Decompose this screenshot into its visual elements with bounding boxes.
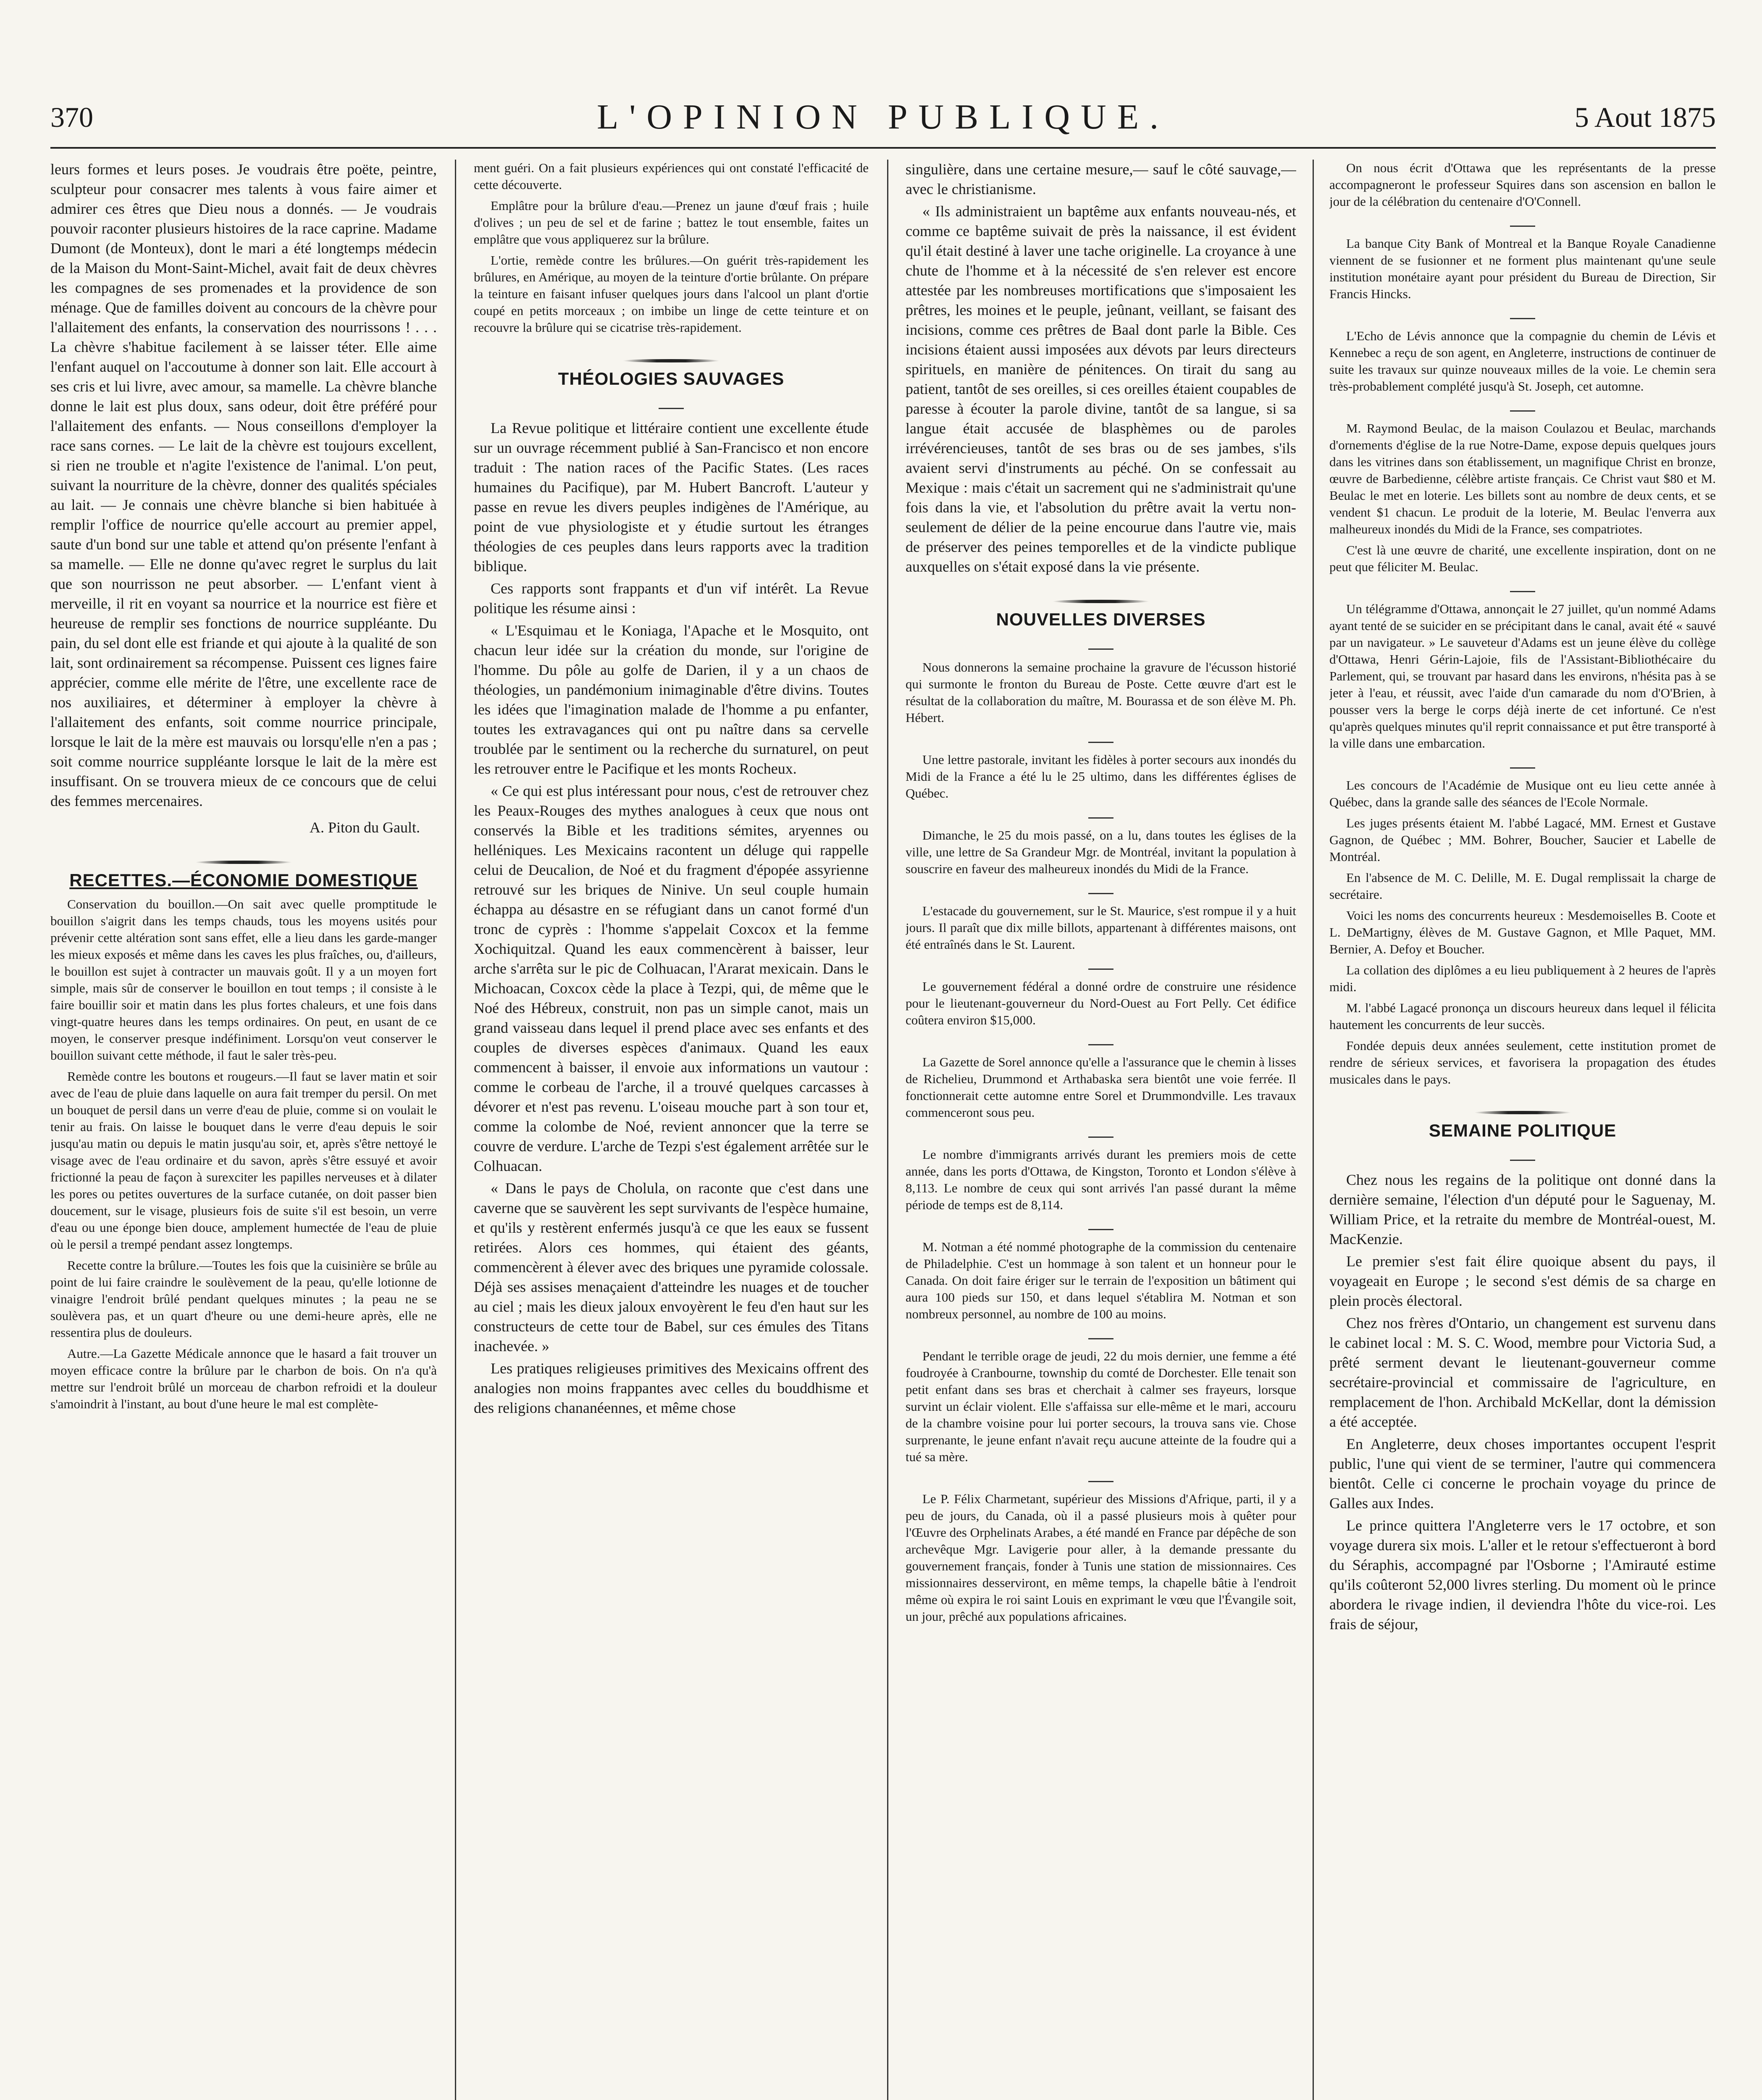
article-paragraph: Conservation du bouillon.—On sait avec quelle promptitude le bouillon s'aigrit dans les temps chauds, tous les moyens usités pour prévenir cette altération sont sans effet, elle a lieu dans les garde-manger les mieux exposés et même dans les caves les plus fraîches, ou, d'ailleurs, le bouillon est sujet à contracter un mauvais goût. Il y a un moyen fort simple, mais sûr de conserver le bouillon en tout temps ; il consiste à le faire bouillir soir et matin dans les plus fortes chaleurs, et une fois dans vingt-quatre heures dans les temps ordinaires. On peut, en usant de ce moyen, le conserver presque indéfiniment. Lorsqu'on veut conserver le bouillon suivant cette méthode, il faut le saler très-peu.	[50, 897, 437, 1063]
article-paragraph: Recette contre la brûlure.—Toutes les fois que la cuisinière se brûle au point de lui faire craindre le soulèvement de la peau, qu'elle lotionne de vinaigre l'endroit brûlé pendant quelques minutes ; la peau ne se soulèvera pas, et un quart d'heure ou une demi-heure après, elle ne ressentira plus de douleurs.	[50, 1258, 437, 1340]
recipes-block	[50, 896, 437, 1412]
article-paragraph: « L'Esquimau et le Koniaga, l'Apache et le Mosquito, ont chacun leur idée sur la création du monde, sur l'origine de l'homme. Du pôle au golfe de Darien, il y a un chaos de théologies, un pandémonium inimaginable d'être divins. Toutes les idées que l'imagination malade de l'homme a pu enfanter, toutes les extravagances qui ont pu naître dans sa cervelle troublée par le sentiment ou la recherche du surnaturel, on peut les retrouver entre le Pacifique et les monts Rocheux.	[474, 622, 869, 777]
article-paragraph: singulière, dans une certaine mesure,— sauf le côté sauvage,—avec le christianisme.	[906, 161, 1296, 197]
article-paragraph: Ces rapports sont frappants et d'un vif intérêt. La Revue politique les résume ainsi :	[474, 580, 869, 617]
news-item: En l'absence de M. C. Delille, M. E. Dugal remplissait la charge de secrétaire.	[1329, 870, 1716, 902]
article-paragraph: Le premier s'est fait élire quoique absent du pays, il voyageait en Europe ; le second s'est démis de sa charge en plein procès électoral.	[1329, 1253, 1716, 1309]
section-ornament	[50, 849, 437, 858]
recipes-continued	[474, 160, 869, 336]
section-heading-recettes: RECETTES.—ÉCONOMIE DOMESTIQUE	[69, 870, 418, 890]
heading-dash	[474, 394, 869, 414]
news-item: La Gazette de Sorel annonce qu'elle a l'assurance que le chemin à lisses de Richelieu, Drummond et Arthabaska sera bientôt une voie ferrée. Il fonctionnerait cette automne entre Sorel et Drummondville. Les travaux commenceront sous peu.	[906, 1055, 1296, 1120]
news-item: Une lettre pastorale, invitant les fidèles à porter secours aux inondés du Midi de la France a été lu le 25 ultimo, dans les différentes églises de Québec.	[906, 752, 1296, 801]
news-item: Le P. Félix Charmetant, supérieur des Missions d'Afrique, parti, il y a peu de jours, du Canada, où il a passé plusieurs mois à quêter pour l'Œuvre des Orphelinats Arabes, a été mandé en France par dépêche de son archevêque Mgr. Lavigerie pour aller, à la demande pressante du gouvernement français, fonder à Tunis une station de missionnaires. Ces missionnaires desserviront, en même temps, la chapelle bâtie à l'endroit même où expira le roi saint Louis en exprimant le vœu que l'Évangile soit, un jour, prêché aux populations africaines.	[906, 1491, 1296, 1624]
news-item: L'Echo de Lévis annonce que la compagnie du chemin de Lévis et Kennebec a reçu de son agent, en Angleterre, instructions de continuer de suite les travaux sur quinze nouveaux milles de la voie. Le chemin sera très-probablement complété jusqu'à St. Joseph, cet automne.	[1329, 328, 1716, 394]
article-paragraph: Emplâtre pour la brûlure d'eau.—Prenez un jaune d'œuf frais ; huile d'olives ; un peu de sel et de farine ; battez le tout ensemble, faites un emplâtre que vous appliquerez sur la brûlure.	[474, 198, 869, 247]
news-item: Voici les noms des concurrents heureux : Mesdemoiselles B. Coote et L. DeMartigny, élèves de M. Gustave Gagnon, et Mlle Paquet, MM. Bernier, A. Defoy et Boucher.	[1329, 908, 1716, 956]
item-separator	[906, 1033, 1296, 1050]
news-block	[906, 659, 1296, 1625]
news-item: Les concours de l'Académie de Musique ont eu lieu cette année à Québec, dans la grande salle des séances de l'Ecole Normale.	[1329, 778, 1716, 809]
item-separator	[906, 957, 1296, 974]
column-1	[50, 160, 437, 2100]
article-paragraph: En Angleterre, deux choses importantes occupent l'esprit public, l'une qui vient de se terminer, l'autre qui commencera bientôt. Celle ci concerne le prochain voyage du prince de Galles aux Indes.	[1329, 1436, 1716, 1512]
item-separator	[906, 730, 1296, 747]
section-ornament	[1329, 1100, 1716, 1108]
news-item: Dimanche, le 25 du mois passé, on a lu, dans toutes les églises de la ville, une lettre de Sa Grandeur Mgr. de Montréal, invitant la population à souscrire en faveur des malheureux inondés du Midi de la France.	[906, 828, 1296, 876]
news-item: Les juges présents étaient M. l'abbé Lagacé, MM. Ernest et Gustave Gagnon, de Québec ; MM. Bohrer, Boucher, Saucier et Labelle de Montréal.	[1329, 816, 1716, 864]
heading-dash	[906, 635, 1296, 655]
article-paragraph: L'ortie, remède contre les brûlures.—On guérit très-rapidement les brûlures, en Amérique, au moyen de la teinture d'ortie brûlante. On prépare la teinture en faisant infuser quelques jours dans l'alcool un plant d'ortie coupé en petits morceaux ; on imbibe un linge de cette teinture et on recouvre la brûlure qui se cicatrise très-rapidement.	[474, 253, 869, 335]
article-paragraph: ment guéri. On a fait plusieurs expériences qui ont constaté l'efficacité de cette découverte.	[474, 160, 869, 192]
masthead-title: L'OPINION PUBLIQUE.	[596, 97, 1170, 136]
article-paragraph: Autre.—La Gazette Médicale annonce que le hasard a fait trouver un moyen efficace contre la brûlure par le charbon de bois. On n'a qu'à mettre sur l'endroit brûlé un morceau de charbon refroidi et la douleur s'amoindrit à l'instant, au bout d'une heure le mal est complète-	[50, 1346, 437, 1411]
column-4	[1329, 160, 1716, 2100]
article-paragraph: Chez nos frères d'Ontario, un changement est survenu dans le cabinet local : M. S. C. Wood, membre pour Victoria Sud, a prêté serment devant le lieutenant-gouverneur comme secrétaire-provincial et commissaire de l'agriculture, en remplacement de l'hon. Archibald McKellar, dont la démission a été acceptée.	[1329, 1315, 1716, 1430]
heading-dash	[1329, 1146, 1716, 1166]
news-item: On nous écrit d'Ottawa que les représentants de la presse accompagneront le professeur Squires dans son ascension en ballon le jour de la célébration du centenaire d'O'Connell.	[1329, 160, 1716, 209]
news-item: La banque City Bank of Montreal et la Banque Royale Canadienne viennent de se fusionner et ne forment plus maintenant qu'une seule institution monétaire ayant pour président du Bureau de Direction, Sir Francis Hincks.	[1329, 236, 1716, 301]
section-heading-semaine: SEMAINE POLITIQUE	[1429, 1121, 1617, 1140]
news-item: La collation des diplômes a eu lieu publiquement à 2 heures de l'après midi.	[1329, 963, 1716, 994]
item-separator	[1329, 756, 1716, 773]
column-3	[906, 160, 1296, 2100]
news-item: Le nombre d'immigrants arrivés durant les premiers mois de cette année, dans les ports d'Ottawa, de Kingston, Toronto et London s'élève à 8,113. Le nombre de ceux qui sont arrivés l'an passé durant la même période de temps est de 8,114.	[906, 1147, 1296, 1212]
news-item: Le gouvernement fédéral a donné ordre de construire une résidence pour le lieutenant-gouverneur du Nord-Ouest au Fort Pelly. Cet édifice coûtera environ $15,000.	[906, 979, 1296, 1027]
newspaper-page	[50, 97, 1716, 2100]
article-paragraph: Les pratiques religieuses primitives des Mexicains offrent des analogies non moins frappantes avec celles du bouddhisme et des religions chananéennes, et même chose	[474, 1360, 869, 1416]
issue-date: 5 Aout 1875	[1574, 101, 1716, 133]
news-item: L'estacade du gouvernement, sur le St. Maurice, s'est rompue il y a huit jours. Il paraît que dix mille billots, appartenant à différentes maisons, ont été entraînés dans le St. Laurent.	[906, 903, 1296, 952]
item-separator	[906, 806, 1296, 823]
article-paragraph: « Ce qui est plus intéressant pour nous, c'est de retrouver chez les Peaux-Rouges des mythes analogues à ceux que nous ont conservés la Bible et les traditions sémites, aryennes ou helléniques. Les Mexicains racontent un déluge qui rappelle celui de Deucalion, de Noé et du fragment d'épopée assyrienne retrouvé sur les briques de Ninive. Un seul couple humain échappa au désastre en se réfugiant dans un canot formé d'un tronc de cyprès : l'homme s'appelait Coxcox et la femme Xochiquitzal. Quand les eaux commencèrent à baisser, leur arche s'arrêta sur le pic de Colhuacan, l'Ararat mexicain. Dans le Michoacan, Coxcox cède la place à Tezpi, qui, de même que le Noé des Hébreux, construit, non pas un simple canot, mais un grand vaisseau dans lequel il prend place avec ses enfants et des couples de diverses espèces d'animaux. Quand les eaux commencent à baisser, il envoie aux informations un vautour : comme le corbeau de l'arche, il a trouvé quelques carcasses à dévorer et n'est pas revenu. L'oiseau mouche part à son tour et, comme la colombe de Noé, revient annoncer que la terre se couvre de verdure. L'arche de Tezpi s'est également arrêtée sur le Colhuacan.	[474, 782, 869, 1174]
header-rule	[50, 147, 1716, 149]
column-2	[474, 160, 869, 2100]
article-paragraph: La Revue politique et littéraire contient une excellente étude sur un ouvrage récemment publié à San-Francisco et non encore traduit : The nation races of the Pacific States. (Les races humaines du Pacifique), par M. Hubert Bancroft. L'auteur y passe en revue les divers peuples indigènes de l'Amérique, au point de vue physiologiste et y étudie surtout les étranges théologies de ces peuples dans leurs rapports avec la tradition biblique.	[474, 420, 869, 575]
section-heading-nouvelles: NOUVELLES DIVERSES	[996, 609, 1206, 629]
page-header	[50, 97, 1716, 147]
news-item: M. Notman a été nommé photographe de la commission du centenaire de Philadelphie. C'est un hommage à son talent et un honneur pour le Canada. On doit faire ériger sur le terrain de l'exposition un bâtiment qui aura 100 pieds sur 150, et dans lequel s'établira M. Notman et son nombreux personnel, au nombre de 100 au moins.	[906, 1239, 1296, 1321]
news-item: Pendant le terrible orage de jeudi, 22 du mois dernier, une femme a été foudroyée à Cranbourne, township du comté de Dorchester. Elle tenait son petit enfant dans ses bras et cherchait à calmer ses frayeurs, lorsque survint un éclair violent. Elle s'affaissa sur elle-même et le mari, accouru de la chambre voisine pour lui porter secours, la trouva sans vie. Chose surprenante, le jeune enfant n'avait reçu aucune atteinte de la foudre qui a tué sa mère.	[906, 1349, 1296, 1464]
item-separator	[906, 1218, 1296, 1234]
section-ornament	[906, 588, 1296, 597]
article-paragraph: « Dans le pays de Cholula, on raconte que c'est dans une caverne que se sauvèrent les sept survivants de l'espèce humaine, et qu'ils y restèrent enfermés jusqu'à ce que les eaux se fussent retirées. Alors ces hommes, qui étaient des géants, commencèrent à élever avec des briques une pyramide colossale. Déjà ses assises menaçaient d'atteindre les nuages et de toucher au ciel ; mais les dieux jaloux envoyèrent le feu d'en haut sur les constructeurs de cette tour de Babel, sur ces émules des Titans inachevée. »	[474, 1180, 869, 1354]
article-paragraph: « Ils administraient un baptême aux enfants nouveau-nés, et comme ce baptême suivait de près la naissance, il est évident qu'il était destiné à laver une tache originelle. La croyance à une chute de l'homme et à la nécessité de s'en relever est encore attestée par les nombreuses mortifications que s'imposaient les prêtres, les moines et le peuple, jeûnant, veillant, se faisant des incisions, comme ces prêtres de Baal dont parle la Bible. Ces incisions étaient aussi imposées aux dévots par leurs directeurs spirituels, en manière de pénitences. On tirait du sang au patient, tantôt de ses oreilles, si ces oreilles étaient coupables de paresse à écouter la parole divine, tantôt de sa langue, si sa langue était accusée de blasphèmes ou de paroles irrévérencieuses, tantôt de ses bras ou de ses jambes, s'ils avaient servi d'instruments au péché. On se confessait au Mexique : mais c'était un sacrement qui ne s'administrait qu'une fois dans la vie, et l'absolution du prêtre avait la vertu non-seulement de délier de la peine encourue dans l'autre vie, mais de préserver des peines temporelles et de la vindicte publique auxquelles on s'était exposé dans la vie présente.	[906, 203, 1296, 575]
news-continued	[1329, 160, 1716, 1088]
article-signature: A. Piton du Gault.	[309, 819, 420, 836]
column-divider	[887, 160, 888, 2100]
article-paragraph: Chez nous les regains de la politique ont donné dans la dernière semaine, l'élection d'un député pour le Saguenay, M. William Price, et la retraite du membre de Montréal-ouest, M. MacKenzie.	[1329, 1171, 1716, 1247]
item-separator	[1329, 214, 1716, 231]
news-item: Un télégramme d'Ottawa, annonçait le 27 juillet, qu'un nommé Adams ayant tenté de se suicider en se précipitant dans le canal, avait été « sauvé par un navigateur. » Le sauveteur d'Adams est un jeune élève du collège d'Ottawa, Henri Gérin-Lajoie, fils de l'Assistant-Bibliothécaire du Parlement, qui, se trouvant par hasard dans les environs, n'hésita pas à se jeter à l'eau, et réussit, avec l'aide d'un camarade du nom d'O'Brien, à pousser vers la berge le corps déjà inerte de cet infortuné. Ce n'est qu'après quelques minutes qu'il reprit connaissance et put être transporté à la ville dans une embarcation.	[1329, 601, 1716, 751]
item-separator	[1329, 399, 1716, 416]
item-separator	[1329, 580, 1716, 596]
section-heading-theologies: THÉOLOGIES SAUVAGES	[558, 369, 785, 388]
item-separator	[1329, 307, 1716, 323]
column-divider	[1313, 160, 1314, 2100]
news-item: Nous donnerons la semaine prochaine la gravure de l'écusson historié qui surmonte le fronton du Bureau de Poste. Cette œuvre d'art est le résultat de la collaboration du maître, M. Bourassa et de son élève M. Ph. Hébert.	[906, 660, 1296, 725]
news-item: C'est là une œuvre de charité, une excellente inspiration, dont on ne peut que féliciter M. Beulac.	[1329, 543, 1716, 574]
column-divider	[455, 160, 456, 2100]
item-separator	[906, 1327, 1296, 1344]
section-ornament	[474, 348, 869, 356]
article-paragraph: Le prince quittera l'Angleterre vers le 17 octobre, et son voyage durera six mois. L'aller et le retour s'effectueront à bord du Séraphis, accompagné par l'Osborne ; l'Amirauté estime qu'ils coûteront 52,000 livres sterling. Du moment où le prince abordera le rivage indien, il deviendra l'hôte du vice-roi. Les frais de séjour,	[1329, 1517, 1716, 1633]
item-separator	[906, 882, 1296, 898]
item-separator	[906, 1470, 1296, 1486]
news-item: M. l'abbé Lagacé prononça un discours heureux dans lequel il félicita hautement les concurrents de leur succès.	[1329, 1000, 1716, 1032]
article-paragraph: leurs formes et leurs poses. Je voudrais être poëte, peintre, sculpteur pour consacrer mes talents à vous faire aimer et admirer ces êtres que Dieu nous a donnés. — Je voudrais pouvoir raconter plusieurs histoires de la race caprine. Madame Dumont (de Monteux), dont le mari a été longtemps médecin de la Maison du Mont-Saint-Michel, avait fait de deux chèvres les compagnes de ses promenades et la providence de son ménage. Que de familles doivent au concours de la chèvre pour l'allaitement des enfants, la conservation des nourrissons ! . . . La chèvre s'habitue facilement à se laisser téter. Elle aime l'enfant auquel on l'accoutume à donner son lait. Elle accourt à ses cris et lui livre, avec amour, sa mamelle. La chèvre blanche donne le lait est plus doux, sans odeur, doit être préféré pour l'allaitement des enfants. — Nous conseillons d'employer la race sans cornes. — Le lait de la chèvre est toujours excellent, si rien ne trouble et n'agite l'existence de l'animal. L'on peut, suivant la nourriture de la chèvre, donner des qualités spéciales au lait. — Je connais une chèvre blanche si bien habituée à remplir l'office de nourrice qu'elle accourt au premier appel, saute d'un bond sur une table et attend qu'on présente l'enfant à sa mamelle. — Elle ne donne qu'avec regret le surplus du lait que son nourrisson ne peut absorber. — L'enfant vient à merveille, il rit en voyant sa nourrice et la nourrice est fière et heureuse de remplir ses fonctions de nourrice suppléante. Du pain, du sel dont elle est friande et qui ajoute à la qualité de son lait, sont ordinairement sa récompense. Puissent ces lignes faire apprécier, comme elle mérite de l'être, une excellente race de nos auxiliaires, et déterminer à employer la chèvre à l'allaitement des enfants, soit comme nourrice principale, lorsque le lait de la mère est mauvais ou lorsqu'elle n'en a pas ; soit comme nourrice suppléante lorsque le lait de la mère est insuffisant. On se trouvera mieux de ce concours que de celui des femmes mercenaires.	[50, 161, 437, 809]
page-number: 370	[50, 101, 93, 133]
news-item: Fondée depuis deux années seulement, cette institution promet de rendre de sérieux services, et favorisera la propagation des études musicales dans le pays.	[1329, 1038, 1716, 1087]
item-separator	[906, 1125, 1296, 1142]
news-item: M. Raymond Beulac, de la maison Coulazou et Beulac, marchands d'ornements d'église de la rue Notre-Dame, expose depuis quelques jours dans les vitrines dans son établissement, un magnifique Christ en bronze, œuvre de Barbedienne, célèbre artiste français. Ce Christ vaut $80 et M. Beulac le met en loterie. Les billets sont au nombre de deux cents, et se vendent $1 chacun. Le produit de la loterie, M. Beulac l'enverra aux malheureux inondés du Midi de la France, ses compatriotes.	[1329, 421, 1716, 536]
article-paragraph: Remède contre les boutons et rougeurs.—Il faut se laver matin et soir avec de l'eau de pluie dans laquelle on aura fait tremper du persil. On met un bouquet de persil dans un verre d'eau de pluie, comme si on voulait le tenir au frais. On laisse le bouquet dans le verre d'eau depuis le soir jusqu'au matin ou depuis le matin jusqu'au soir, et, après s'être nettoyé le visage avec de l'eau ordinaire et du savon, après s'être essuyé et avoir frictionné la peau de façon à surexciter les papilles nerveuses et à dilater les pores ou petites ouvertures de la surface cutanée, on doit passer bien doucement, sur le visage, plusieurs fois de suite s'il est besoin, un verre d'eau ou une éponge bien douce, amplement humectée de l'eau de pluie où le persil a trempé pendant assez longtemps.	[50, 1069, 437, 1252]
